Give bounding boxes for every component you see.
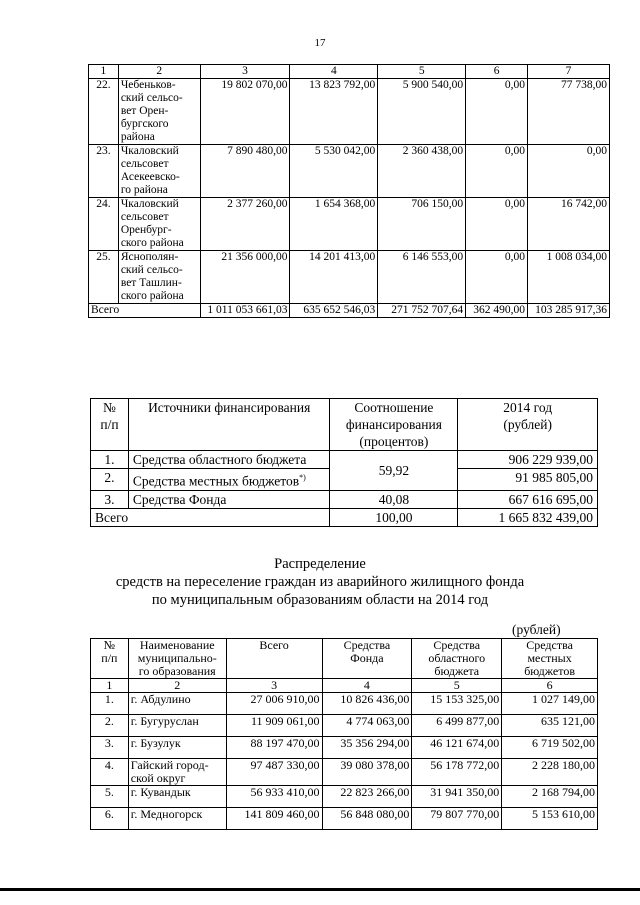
- heading-line-1: Распределение: [274, 556, 366, 572]
- source-amount: 91 985 805,00: [458, 469, 598, 491]
- row-number: 5.: [91, 786, 129, 808]
- header-total: Всего: [226, 639, 322, 679]
- municipality-name: Гайский город- ской округ: [128, 759, 226, 786]
- cell-fund: 22 823 266,00: [322, 786, 412, 808]
- column-number: 7: [528, 65, 610, 79]
- row-number: 6.: [91, 808, 129, 830]
- header-regional: Средства областного бюджета: [412, 639, 502, 679]
- cell-total: 11 909 061,00: [226, 715, 322, 737]
- cell-col4: 5 530 042,00: [290, 145, 378, 198]
- cell-col7: 77 738,00: [528, 79, 610, 145]
- municipality-name: Чкаловский сельсовет Оренбург- ского района: [118, 198, 200, 251]
- distribution-table: [90, 638, 598, 830]
- column-number: 6: [466, 65, 528, 79]
- cell-regional: 15 153 325,00: [412, 693, 502, 715]
- column-number: 4: [290, 65, 378, 79]
- header-sources: Источники финансирования: [128, 399, 330, 451]
- table-header-row: [91, 399, 598, 451]
- header-name: Наименование муниципально- го образования: [128, 639, 226, 679]
- table-row: [89, 251, 610, 304]
- cell-col7: 1 008 034,00: [528, 251, 610, 304]
- header-number: № п/п: [91, 639, 129, 679]
- municipality-name: г. Медногорск: [128, 808, 226, 830]
- municipality-name: г. Кувандык: [128, 786, 226, 808]
- row-number: 25.: [89, 251, 119, 304]
- table-row: [89, 79, 610, 145]
- row-number: 2.: [91, 469, 129, 491]
- table-row: [91, 737, 598, 759]
- table-row: [91, 451, 598, 469]
- cell-total: 27 006 910,00: [226, 693, 322, 715]
- heading-line-3: по муниципальным образованиям области на 2014 год: [151, 592, 489, 608]
- header-fund: Средства Фонда: [322, 639, 412, 679]
- total-col7: 103 285 917,36: [528, 304, 610, 318]
- row-number: 3.: [91, 737, 129, 759]
- total-label: Всего: [89, 304, 201, 318]
- column-number: 3: [226, 679, 322, 693]
- total-col6: 362 490,00: [466, 304, 528, 318]
- header-ratio: Соотношение финансирования (процентов): [330, 399, 458, 451]
- municipality-name: г. Бугуруслан: [128, 715, 226, 737]
- total-col5: 271 752 707,64: [378, 304, 466, 318]
- column-number: 2: [128, 679, 226, 693]
- total-row: [89, 304, 610, 318]
- source-name: Средства местных бюджетов*): [128, 469, 330, 491]
- cell-col4: 14 201 413,00: [290, 251, 378, 304]
- cell-col3: 21 356 000,00: [200, 251, 290, 304]
- cell-col6: 0,00: [466, 79, 528, 145]
- row-number: 23.: [89, 145, 119, 198]
- table-row: [89, 145, 610, 198]
- cell-local: 6 719 502,00: [502, 737, 598, 759]
- source-name: Средства областного бюджета: [128, 451, 330, 469]
- row-number: 22.: [89, 79, 119, 145]
- cell-col5: 2 360 438,00: [378, 145, 466, 198]
- total-row: [91, 508, 598, 526]
- cell-col6: 0,00: [466, 198, 528, 251]
- source-amount: 906 229 939,00: [458, 451, 598, 469]
- cell-regional: 46 121 674,00: [412, 737, 502, 759]
- municipality-name: Чкаловский сельсовет Асекеевско- го района: [118, 145, 200, 198]
- cell-regional: 31 941 350,00: [412, 786, 502, 808]
- cell-local: 5 153 610,00: [502, 808, 598, 830]
- header-local: Средства местных бюджетов: [502, 639, 598, 679]
- cell-col7: 0,00: [528, 145, 610, 198]
- continuation-table: [88, 64, 610, 318]
- footnote-mark: *): [299, 473, 306, 482]
- column-number: 1: [89, 65, 119, 79]
- total-label: Всего: [91, 508, 330, 526]
- table-header-row: [91, 639, 598, 679]
- unit-label: (рублей): [512, 622, 561, 637]
- table-row: [91, 759, 598, 786]
- row-number: 1.: [91, 451, 129, 469]
- cell-fund: 4 774 063,00: [322, 715, 412, 737]
- merged-ratio: 59,92: [330, 451, 458, 491]
- header-year: 2014 год (рублей): [458, 399, 598, 451]
- column-number: 2: [118, 65, 200, 79]
- cell-fund: 35 356 294,00: [322, 737, 412, 759]
- total-amount: 1 665 832 439,00: [458, 508, 598, 526]
- bottom-divider: [0, 888, 640, 891]
- column-number: 3: [200, 65, 290, 79]
- cell-col5: 6 146 553,00: [378, 251, 466, 304]
- cell-local: 1 027 149,00: [502, 693, 598, 715]
- table-row: [91, 715, 598, 737]
- cell-col5: 706 150,00: [378, 198, 466, 251]
- cell-col4: 13 823 792,00: [290, 79, 378, 145]
- table-row: [89, 198, 610, 251]
- row-number: 1.: [91, 693, 129, 715]
- row-number: 2.: [91, 715, 129, 737]
- row-number: 4.: [91, 759, 129, 786]
- total-ratio: 100,00: [330, 508, 458, 526]
- funding-sources-table: [90, 398, 598, 527]
- table-row: [91, 693, 598, 715]
- total-col4: 635 652 546,03: [290, 304, 378, 318]
- municipality-name: Яснополян- ский сельсо- вет Ташлин- ского района: [118, 251, 200, 304]
- column-number: 4: [322, 679, 412, 693]
- cell-col7: 16 742,00: [528, 198, 610, 251]
- cell-total: 97 487 330,00: [226, 759, 322, 786]
- row-number: 24.: [89, 198, 119, 251]
- cell-local: 635 121,00: [502, 715, 598, 737]
- heading-line-2: средств на переселение граждан из аварийного жилищного фонда: [115, 574, 525, 590]
- cell-regional: 79 807 770,00: [412, 808, 502, 830]
- page-number: 17: [314, 37, 326, 49]
- column-number: 5: [378, 65, 466, 79]
- column-number: 5: [412, 679, 502, 693]
- cell-total: 141 809 460,00: [226, 808, 322, 830]
- row-number: 3.: [91, 490, 129, 508]
- cell-total: 56 933 410,00: [226, 786, 322, 808]
- cell-regional: 56 178 772,00: [412, 759, 502, 786]
- cell-fund: 56 848 080,00: [322, 808, 412, 830]
- cell-col6: 0,00: [466, 145, 528, 198]
- municipality-name: г. Абдулино: [128, 693, 226, 715]
- municipality-name: г. Бузулук: [128, 737, 226, 759]
- table-row: [91, 808, 598, 830]
- cell-fund: 39 080 378,00: [322, 759, 412, 786]
- header-number: № п/п: [91, 399, 129, 451]
- table-header-row: [89, 65, 610, 79]
- table-row: [91, 786, 598, 808]
- cell-col6: 0,00: [466, 251, 528, 304]
- cell-col4: 1 654 368,00: [290, 198, 378, 251]
- cell-local: 2 168 794,00: [502, 786, 598, 808]
- column-number: 6: [502, 679, 598, 693]
- cell-total: 88 197 470,00: [226, 737, 322, 759]
- cell-col5: 5 900 540,00: [378, 79, 466, 145]
- column-number: 1: [91, 679, 129, 693]
- source-ratio: 40,08: [330, 490, 458, 508]
- source-name: Средства Фонда: [128, 490, 330, 508]
- cell-col3: 19 802 070,00: [200, 79, 290, 145]
- cell-col3: 7 890 480,00: [200, 145, 290, 198]
- cell-regional: 6 499 877,00: [412, 715, 502, 737]
- total-col3: 1 011 053 661,03: [200, 304, 290, 318]
- municipality-name: Чебеньков- ский сельсо- вет Орен- бургского района: [118, 79, 200, 145]
- column-numbering-row: [91, 679, 598, 693]
- cell-local: 2 228 180,00: [502, 759, 598, 786]
- cell-col3: 2 377 260,00: [200, 198, 290, 251]
- table-row: [91, 490, 598, 508]
- source-amount: 667 616 695,00: [458, 490, 598, 508]
- cell-fund: 10 826 436,00: [322, 693, 412, 715]
